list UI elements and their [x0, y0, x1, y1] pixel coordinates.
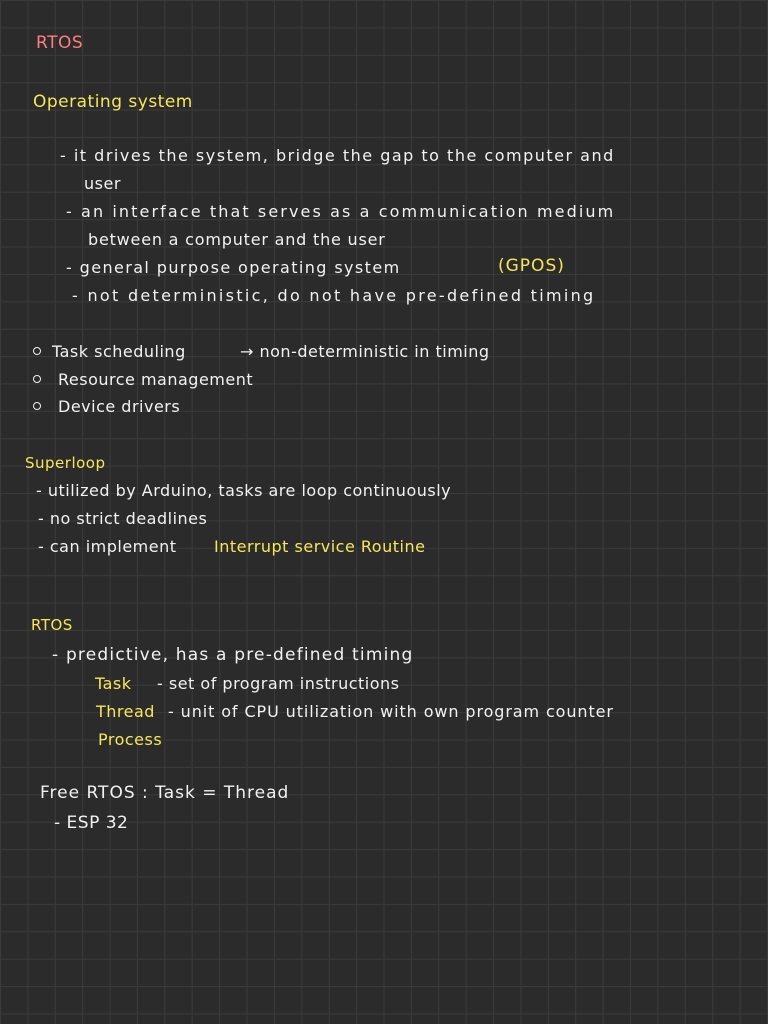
process-label: Process [98, 730, 163, 749]
operating-system-heading: Operating system [33, 92, 193, 112]
non-deterministic-note: → non-deterministic in timing [240, 342, 490, 361]
gpos-label: (GPOS) [498, 256, 565, 276]
bullet-marker [33, 347, 41, 355]
superloop-point-1: - utilized by Arduino, tasks are loop continuously [36, 481, 452, 500]
os-point-1: - it drives the system, bridge the gap to the computer and [60, 146, 615, 165]
isr-label: Interrupt service Routine [214, 537, 426, 556]
bullet-resource-management: Resource management [58, 370, 254, 389]
superloop-heading: Superloop [25, 454, 106, 472]
bullet-marker [33, 402, 41, 410]
thread-label: Thread [96, 702, 155, 721]
superloop-point-3: - can implement [38, 537, 177, 556]
superloop-point-2: - no strict deadlines [38, 509, 208, 528]
freertos-line: Free RTOS : Task = Thread [40, 783, 290, 803]
bullet-device-drivers: Device drivers [58, 397, 181, 416]
task-definition: - set of program instructions [157, 674, 400, 693]
page-title: RTOS [36, 33, 84, 53]
os-point-1-continued: user [84, 174, 121, 193]
os-point-4: - not deterministic, do not have pre-defined timing [72, 286, 596, 305]
thread-definition: - unit of CPU utilization with own program counter [168, 702, 614, 721]
rtos-heading: RTOS [31, 616, 73, 634]
os-point-2-continued: between a computer and the user [88, 230, 386, 249]
os-point-3: - general purpose operating system [66, 258, 401, 277]
rtos-point: - predictive, has a pre-defined timing [52, 645, 414, 665]
bullet-marker [33, 375, 41, 383]
freertos-esp32: - ESP 32 [54, 813, 129, 833]
os-point-2: - an interface that serves as a communication medium [66, 202, 616, 221]
task-label: Task [95, 674, 132, 693]
bullet-task-scheduling: Task scheduling [52, 342, 186, 361]
